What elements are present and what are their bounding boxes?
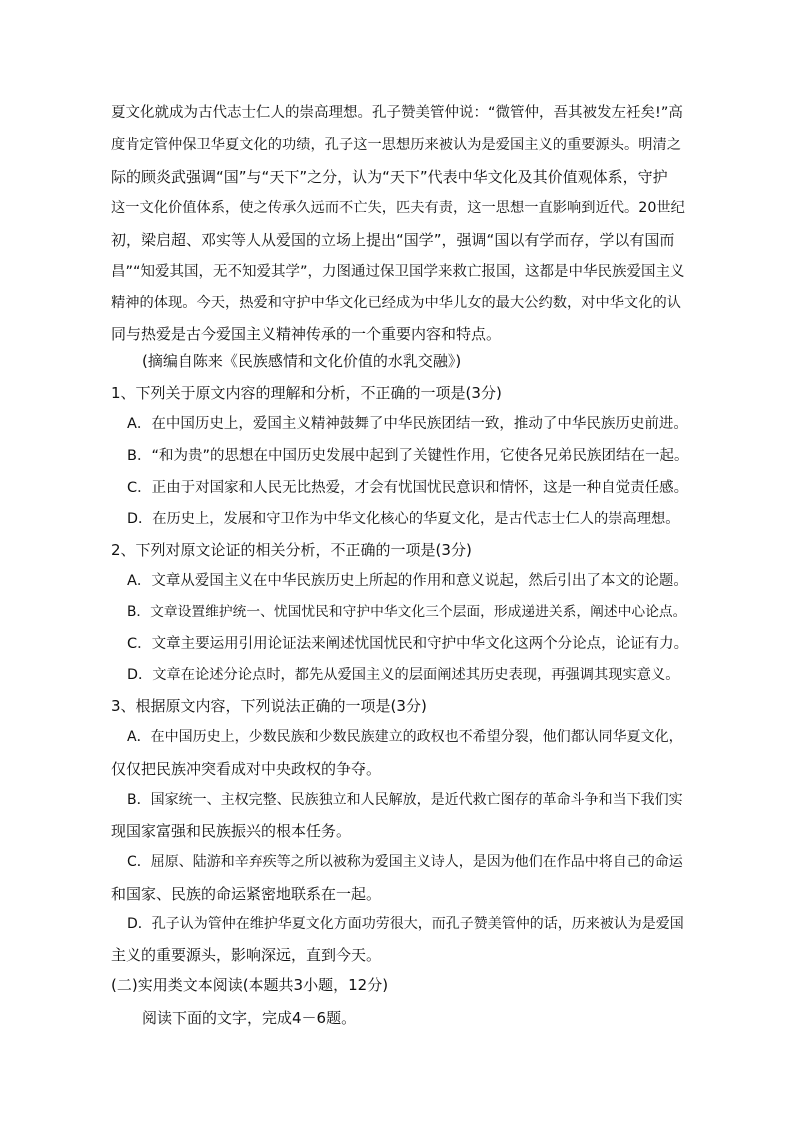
question-3-option-b-cont: 现国家富强和民族振兴的根本任务。 [111,822,352,840]
question-3-option-a-cont: 仅仅把民族冲突看成对中央政权的争夺。 [111,760,382,778]
passage-line: 昌”“知爱其国，无不知爱其学”，力图通过保卫国学来救亡报国，这都是中华民族爱国主义 [111,264,685,280]
question-3-option-d-cont: 主义的重要源头，影响深远，直到今天。 [111,946,382,964]
question-2-option-d: D．文章在论述分论点时，都先从爱国主义的层面阐述其历史表现，再强调其现实意义。 [127,667,680,683]
question-3-option-c-cont: 和国家、民族的命运紧密地联系在一起。 [111,885,382,903]
passage-line: 这一文化价值体系，使之传承久远而不亡失，匹夫有责，这一思想一直影响到近代。20世纪 [111,200,685,216]
question-2-option-b: B．文章设置维护统一、忧国忧民和守护中华文化三个层面，形成递进关系，阐述中心论点。 [127,604,687,620]
question-1-option-d: D．在历史上，发展和守卫作为中华文化核心的华夏文化，是古代志士仁人的崇高理想。 [127,511,680,527]
question-3-option-b: B．国家统一、主权完整、民族独立和人民解放，是近代救亡图存的革命斗争和当下我们实 [127,792,683,808]
passage-line: 际的顾炎武强调“国”与“天下”之分，认为“天下”代表中华文化及其价值观体系，守护 [111,168,668,186]
passage-line: 度肯定管仲保卫华夏文化的功绩，孔子这一思想历来被认为是爱国主义的重要源头。明清之 [111,137,682,153]
passage-source: (摘编自陈来《民族感情和文化价值的水乳交融》) [142,352,462,370]
question-1-stem: 1、下列关于原文内容的理解和分析，不正确的一项是(3分) [111,384,502,402]
passage-line: 精神的体现。今天，热爱和守护中华文化已经成为中华儿女的最大公约数，对中华文化的认 [111,295,682,311]
question-2-stem: 2、下列对原文论证的相关分析，不正确的一项是(3分) [111,541,472,559]
passage-line: 夏文化就成为古代志士仁人的崇高理想。孔子赞美管仲说：“微管仲，吾其被发左衽矣!”高 [111,105,683,121]
passage-line: 初，梁启超、邓实等人从爱国的立场上提出“国学”，强调“国以有学而存，学以有国而 [111,231,675,249]
section-instruction: 阅读下面的文字，完成4－6题。 [142,1009,357,1027]
question-3-stem: 3、根据原文内容，下列说法正确的一项是(3分) [111,697,427,715]
passage-line: 同与热爱是古今爱国主义精神传承的一个重要内容和特点。 [111,325,502,343]
question-3-option-a: A．在中国历史上，少数民族和少数民族建立的政权也不希望分裂，他们都认同华夏文化， [127,729,683,745]
section-title: (二)实用类文本阅读(本题共3小题，12分) [111,976,389,994]
question-1-option-a: A．在中国历史上，爱国主义精神鼓舞了中华民族团结一致，推动了中华民族历史前进。 [127,416,688,432]
question-1-option-c: C．正由于对国家和人民无比热爱，才会有忧国忧民意识和情怀，这是一种自觉责任感。 [127,480,689,496]
question-3-option-c: C．屈原、陆游和辛弃疾等之所以被称为爱国主义诗人，是因为他们在作品中将自己的命运 [127,854,683,870]
question-3-option-d: D．孔子认为管仲在维护华夏文化方面功劳很大，而孔子赞美管仲的话，历来被认为是爱国 [127,916,684,932]
question-2-option-a: A．文章从爱国主义在中华民族历史上所起的作用和意义说起，然后引出了本文的论题。 [127,573,688,589]
question-2-option-c: C．文章主要运用引用论证法来阐述忧国忧民和守护中华文化这两个分论点，论证有力。 [127,636,689,652]
question-1-option-b: B．“和为贵”的思想在中国历史发展中起到了关键性作用，它使各兄弟民族团结在一起。 [127,448,689,464]
